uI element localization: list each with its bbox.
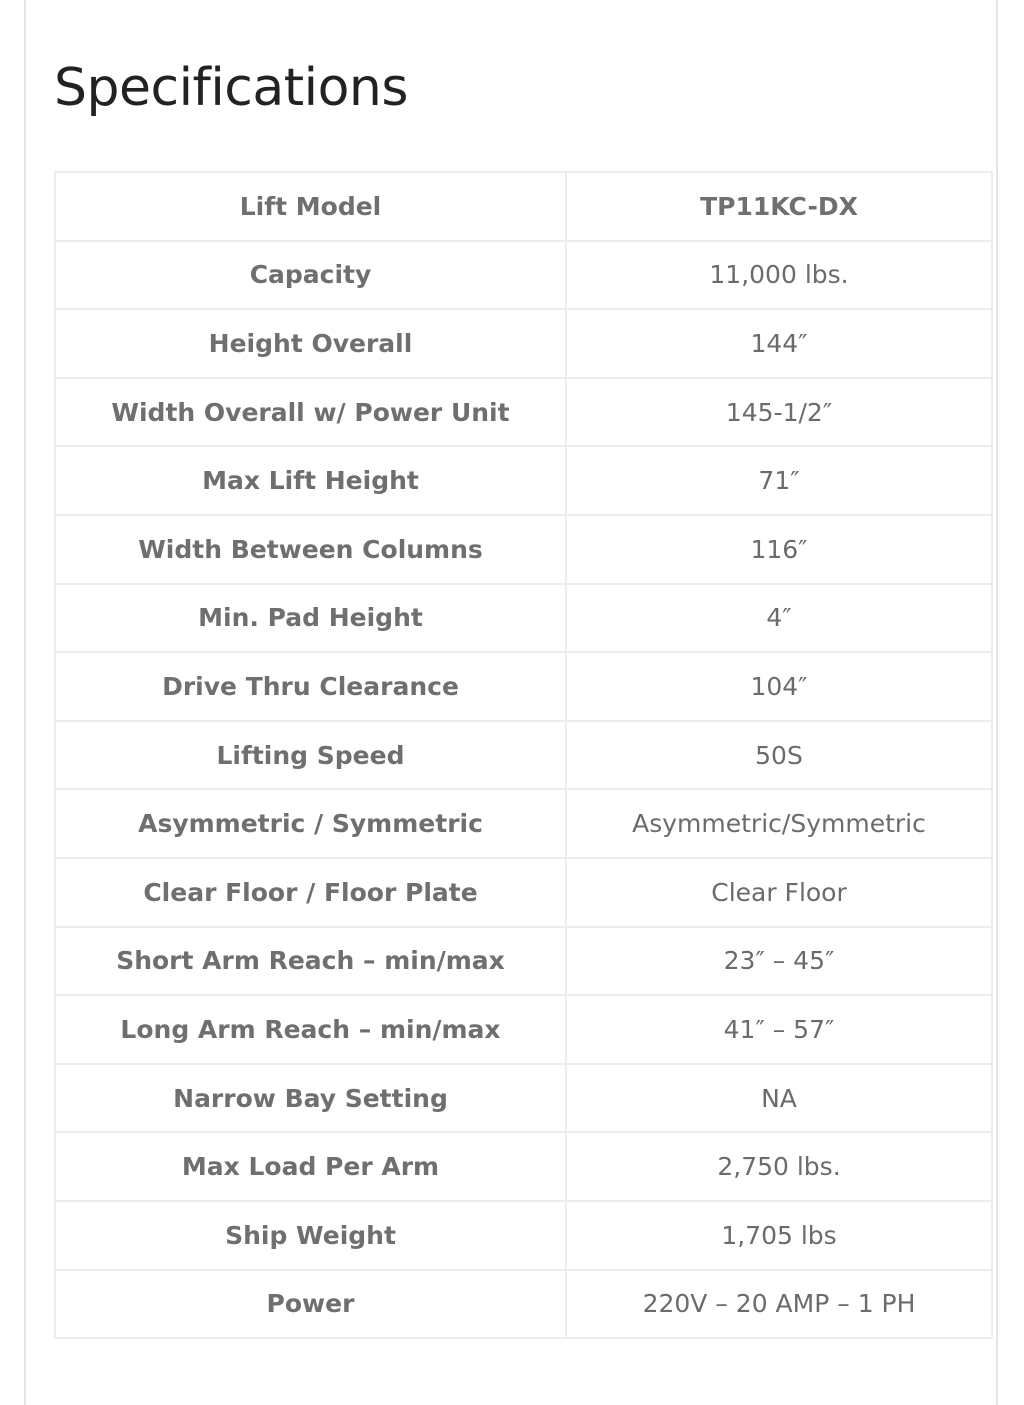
spec-value: 220V – 20 AMP – 1 PH <box>566 1270 992 1339</box>
spec-row-width-between-columns <box>55 515 992 584</box>
spec-value: 4″ <box>566 584 992 653</box>
spec-row-lifting-speed <box>55 721 992 790</box>
spec-label: Power <box>55 1270 566 1339</box>
spec-value: 11,000 lbs. <box>566 241 992 310</box>
page-title: Specifications <box>54 58 408 118</box>
spec-row-long-arm-reach <box>55 995 992 1064</box>
spec-value: 2,750 lbs. <box>566 1132 992 1201</box>
spec-label: Drive Thru Clearance <box>55 652 566 721</box>
spec-row-height-overall <box>55 309 992 378</box>
spec-value: 144″ <box>566 309 992 378</box>
spec-row-ship-weight <box>55 1201 992 1270</box>
spec-label: Width Overall w/ Power Unit <box>55 378 566 447</box>
spec-label: Narrow Bay Setting <box>55 1064 566 1133</box>
spec-label: Long Arm Reach – min/max <box>55 995 566 1064</box>
spec-value: 1,705 lbs <box>566 1201 992 1270</box>
spec-row-short-arm-reach <box>55 927 992 996</box>
spec-row-min-pad-height <box>55 584 992 653</box>
spec-label: Height Overall <box>55 309 566 378</box>
spec-row-max-load-per-arm <box>55 1132 992 1201</box>
spec-value: 50S <box>566 721 992 790</box>
spec-row-drive-thru-clearance <box>55 652 992 721</box>
spec-label: Clear Floor / Floor Plate <box>55 858 566 927</box>
spec-label: Min. Pad Height <box>55 584 566 653</box>
spec-value: NA <box>566 1064 992 1133</box>
spec-label: Max Lift Height <box>55 446 566 515</box>
spec-label: Lift Model <box>55 172 566 241</box>
spec-value: 104″ <box>566 652 992 721</box>
spec-value: 23″ – 45″ <box>566 927 992 996</box>
spec-row-narrow-bay-setting <box>55 1064 992 1133</box>
spec-row-capacity <box>55 241 992 310</box>
spec-label: Asymmetric / Symmetric <box>55 789 566 858</box>
spec-label: Ship Weight <box>55 1201 566 1270</box>
specifications-table-body <box>55 172 992 1338</box>
spec-value: 116″ <box>566 515 992 584</box>
spec-label: Short Arm Reach – min/max <box>55 927 566 996</box>
spec-value: 41″ – 57″ <box>566 995 992 1064</box>
spec-value: Clear Floor <box>566 858 992 927</box>
specifications-table <box>54 171 993 1339</box>
spec-value: TP11KC-DX <box>566 172 992 241</box>
spec-row-max-lift-height <box>55 446 992 515</box>
spec-row-lift-model <box>55 172 992 241</box>
spec-value: Asymmetric/Symmetric <box>566 789 992 858</box>
spec-value: 71″ <box>566 446 992 515</box>
spec-row-clear-floor <box>55 858 992 927</box>
spec-row-width-overall <box>55 378 992 447</box>
spec-label: Max Load Per Arm <box>55 1132 566 1201</box>
spec-label: Capacity <box>55 241 566 310</box>
spec-label: Lifting Speed <box>55 721 566 790</box>
spec-row-asymmetric-symmetric <box>55 789 992 858</box>
spec-label: Width Between Columns <box>55 515 566 584</box>
spec-row-power <box>55 1270 992 1339</box>
spec-value: 145-1/2″ <box>566 378 992 447</box>
